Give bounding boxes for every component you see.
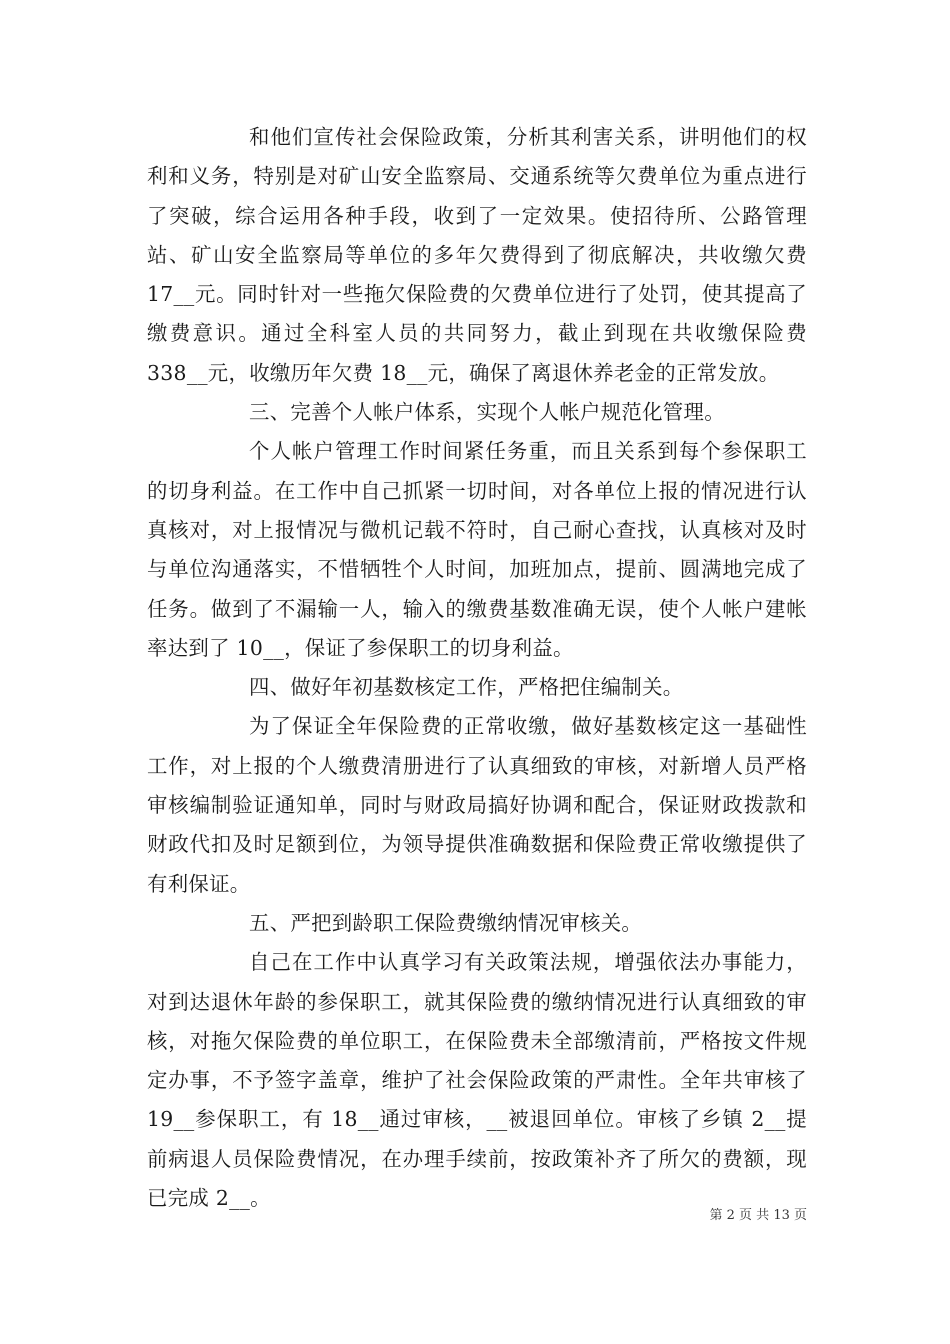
paragraph-5: 自己在工作中认真学习有关政策法规，增强依法办事能力，对到达退休年龄的参保职工，就其保险费的缴纳情况进行认真细致的审核，对拖欠保险费的单位职工，在保险费未全部缴清前，严格按文件规定办事，不予签字盖章，维护了社会保险政策的严肃性。全年共审核了 19__参保职工，有 18__通过审核，__被退回单位。审核了乡镇 2__提前病退人员保险费情况，在办理手续前，按政策补齐了所欠的费额，现已完成 2__。: [147, 950, 807, 1211]
section-heading-4: 四、做好年初基数核定工作，严格把住编制关。: [249, 675, 684, 700]
paragraph-4: 为了保证全年保险费的正常收缴，做好基数核定这一基础性工作，对上报的个人缴费清册进行了认真细致的审核，对新增人员严格审核编制验证通知单，同时与财政局搞好协调和配合，保证财政拨款和财政代扣及时足额到位，为领导提供准确数据和保险费正常收缴提供了有利保证。: [147, 714, 807, 896]
section-heading-5: 五、严把到龄职工保险费缴纳情况审核关。: [249, 910, 643, 935]
page-number-footer: 第 2 页 共 13 页: [709, 1208, 807, 1223]
paragraph-3: 个人帐户管理工作时间紧任务重，而且关系到每个参保职工的切身利益。在工作中自己抓紧一切时间，对各单位上报的情况进行认真核对，对上报情况与微机记载不符时，自己耐心查找，认真核对及时与单位沟通落实，不惜牺牲个人时间，加班加点，提前、圆满地完成了任务。做到了不漏输一人，输入的缴费基数准确无误，使个人帐户建帐率达到了 10__，保证了参保职工的切身利益。: [147, 439, 807, 660]
document-body: [147, 118, 807, 1218]
paragraph-1: 和他们宣传社会保险政策，分析其利害关系，讲明他们的权利和义务，特别是对矿山安全监察局、交通系统等欠费单位为重点进行了突破，综合运用各种手段，收到了一定效果。使招待所、公路管理站、矿山安全监察局等单位的多年欠费得到了彻底解决，共收缴欠费 17__元。同时针对一些拖欠保险费的欠费单位进行了处罚，使其提高了缴费意识。通过全科室人员的共同努力，截止到现在共收缴保险费 338__元，收缴历年欠费 18__元，确保了离退休养老金的正常发放。: [147, 125, 807, 385]
section-heading-3: 三、完善个人帐户体系，实现个人帐户规范化管理。: [249, 400, 725, 425]
